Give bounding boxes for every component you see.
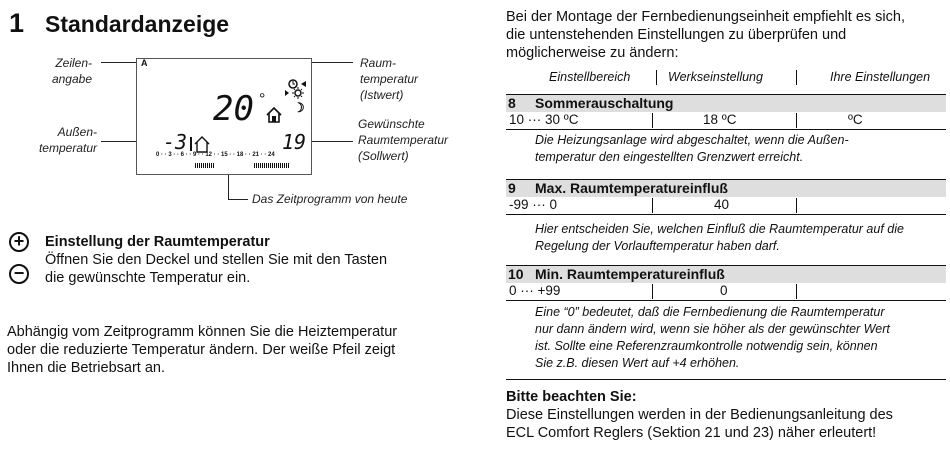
leader-line-zeilenangabe (101, 62, 137, 63)
moon-icon: ☽ (293, 100, 305, 115)
section-8-description: Die Heizungsanlage wird abgeschaltet, wenn die Außen- temperatur den eingestellten Grenzwert erreicht. (535, 133, 849, 164)
value-range: 0 ··· +99 (509, 283, 561, 298)
lcd-display (136, 58, 312, 175)
lcd-program-bar (254, 163, 290, 168)
note-title: Bitte beachten Sie: (506, 389, 637, 405)
label-zeilenangabe: Zeilen- angabe (51, 56, 92, 86)
value-range: -99 ··· 0 (509, 197, 558, 212)
info-paragraph: Abhängig vom Zeitprogramm können Sie die Heiztemperatur oder die reduzierte Temperatur ändern. Der weiße Pfeil zeigt Ihnen die Betriebsart an. (7, 324, 398, 376)
section-9-description: Hier entscheiden Sie, welchen Einfluß die Raumtemperatur auf die Regelung der Vorlauftemperatur haben darf. (535, 222, 904, 253)
section-10-description: Eine “0” bedeutet, daß die Fernbedienung die Raumtemperatur nur dann ändern wird, wenn sie höher als der gewünschter Wert ist. Sollte eine Referenzraumkontrolle notwendig sein, können Sie z.B. diesen Wert auf +4 erhöhen. (535, 305, 890, 370)
column-header-user: Ihre Einstellungen (830, 70, 931, 84)
value-default: 0 (720, 283, 728, 298)
leader-line-sollwert (305, 141, 353, 142)
section-9-header: 9 Max. Raumtemperatureinfluß (506, 179, 946, 197)
column-divider (796, 70, 797, 85)
divider (506, 379, 946, 380)
lcd-room-temperature: 20 (213, 89, 254, 129)
lcd-setpoint-temperature: 19 (282, 130, 307, 154)
column-header-default: Werkseinstellung (668, 70, 763, 84)
house-icon (266, 107, 282, 128)
value-user[interactable]: ºC (848, 112, 863, 127)
value-default: 40 (714, 197, 730, 212)
value-range: 10 ··· 30 ºC (509, 112, 579, 127)
minus-icon: − (9, 264, 29, 284)
label-zeitprogramm: Das Zeitprogramm von heute (252, 192, 408, 206)
page-title: Standardanzeige (45, 11, 230, 37)
section-9-values (506, 197, 946, 215)
value-default: 18 ºC (703, 112, 737, 127)
column-divider (656, 70, 657, 85)
column-header-range: Einstellbereich (549, 70, 631, 84)
section-number: 1 (9, 8, 25, 38)
label-aussentemperatur: Außen- temperatur (38, 125, 97, 155)
lcd-degree-sign: ° (259, 91, 266, 108)
label-raumtemperatur: Raum- temperatur (Istwert) (360, 56, 419, 102)
lcd-time-scale: 0 · · 3 · · 6 · · 9 · · 12 · · 15 · · 18 · · 21 · · 24 (156, 152, 275, 158)
note-text: Diese Einstellungen werden in der Bedienungsanleitung des ECL Comfort Reglers (Sektion 21 und 23) näher erleutert! (506, 407, 893, 441)
label-gewuenschte-raumtemperatur: Gewünschte Raumtemperatur (Sollwert) (358, 117, 449, 163)
leader-line-zeitprogramm-h (228, 199, 248, 200)
lcd-line-indicator: A (141, 58, 148, 68)
setting-title: Einstellung der Raumtemperatur (45, 234, 270, 250)
section-10-values (506, 283, 946, 301)
plus-icon: + (9, 232, 29, 252)
section-10-header: 10 Min. Raumtemperatureinfluß (506, 265, 946, 283)
lcd-outdoor-temperature: -3 (163, 130, 188, 154)
setting-text: Öffnen Sie den Deckel und stellen Sie mit den Tasten die gewünschte Temperatur ein. (45, 252, 388, 286)
section-8-header: 8 Sommerauschaltung (506, 94, 946, 112)
section-8-values (506, 112, 946, 130)
lcd-program-bar (195, 163, 215, 168)
intro-paragraph: Bei der Montage der Fernbedienungseinheit empfiehlt es sich, die untenstehenden Einstellungen zu überprüfen und möglicherweise zu ändern: (506, 9, 905, 61)
